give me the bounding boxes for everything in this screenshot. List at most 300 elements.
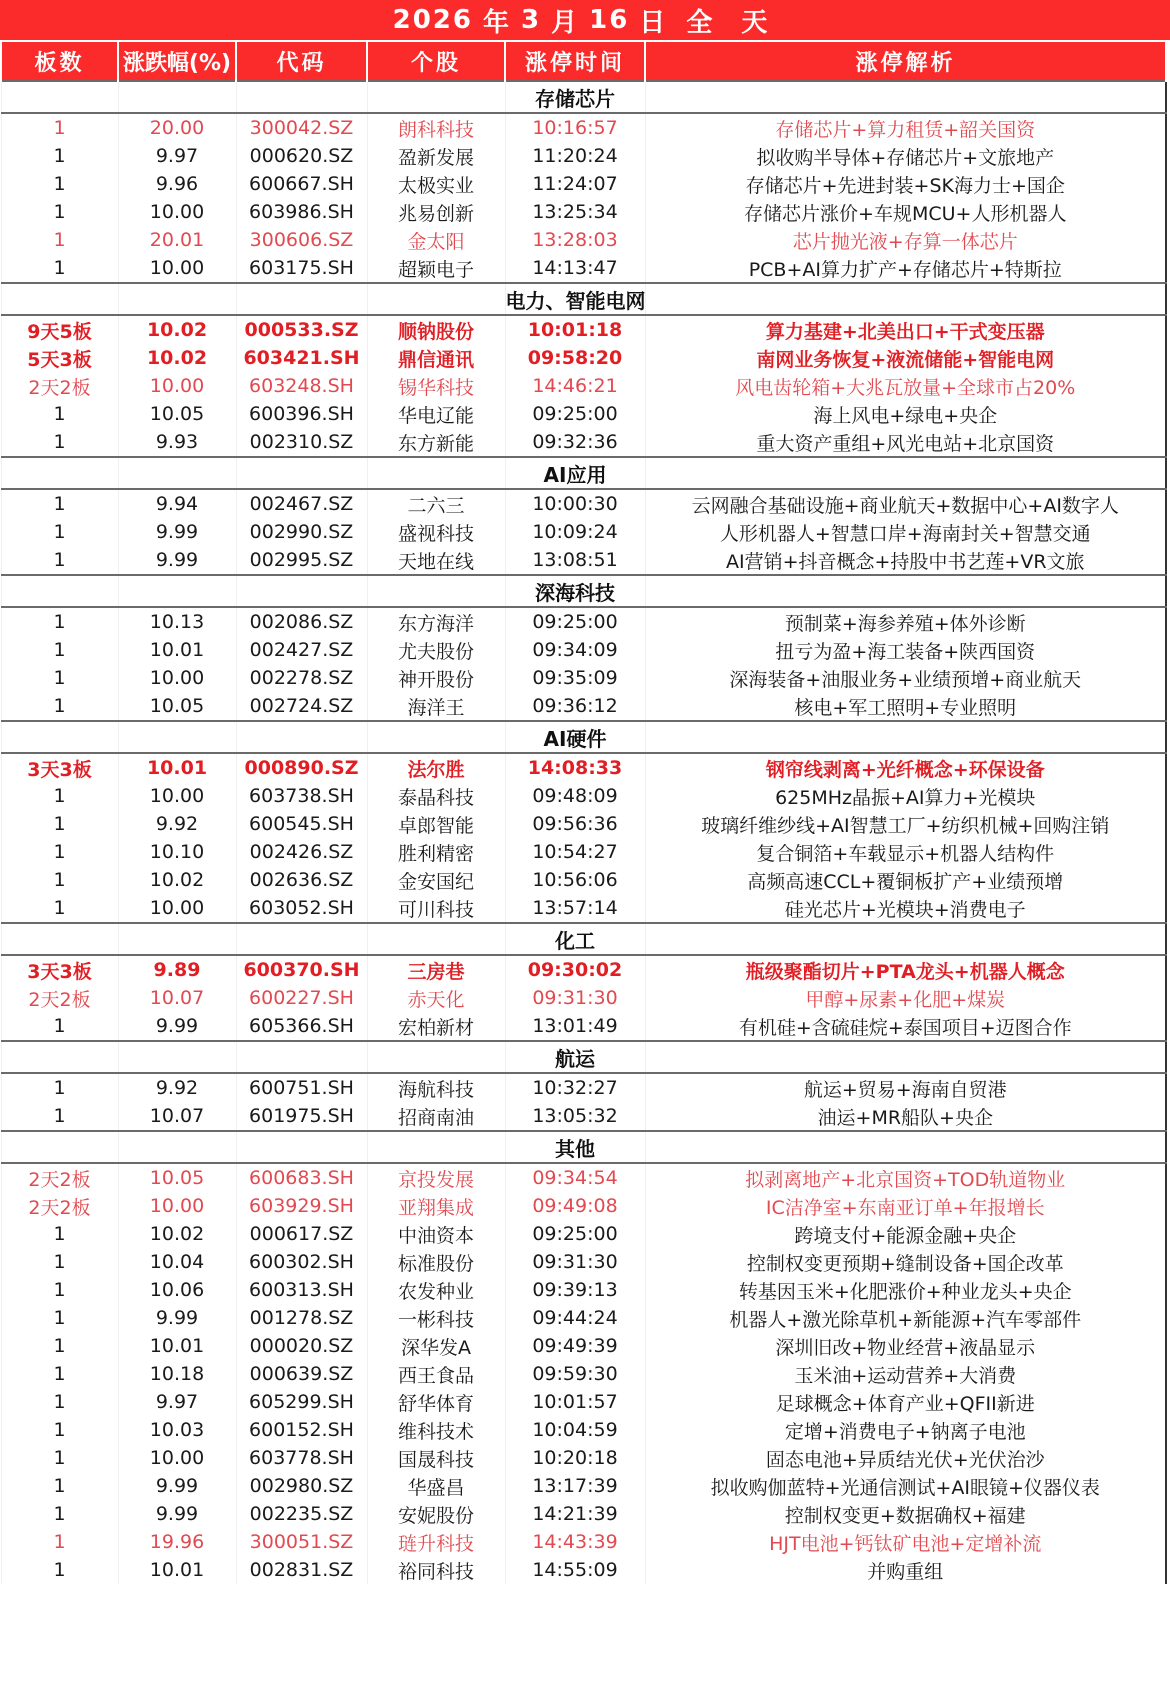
- cell-reason: 拟剥离地产+北京国资+TOD轨道物业: [645, 1163, 1166, 1192]
- title-day: 16: [589, 5, 630, 35]
- cell-change: 10.00: [118, 372, 236, 400]
- section-spacer: [118, 923, 236, 955]
- cell-change: 9.99: [118, 1472, 236, 1500]
- section-spacer: [645, 1041, 1166, 1073]
- section-spacer: [1, 923, 118, 955]
- section-spacer: [1, 457, 118, 489]
- cell-time: 13:05:32: [505, 1102, 645, 1131]
- cell-reason: 深海装备+油服业务+业绩预增+商业航天: [645, 664, 1166, 692]
- cell-change: 9.92: [118, 810, 236, 838]
- cell-boards: 3天3板: [1, 955, 118, 984]
- cell-reason: PCB+AI算力扩产+存储芯片+特斯拉: [645, 254, 1166, 283]
- cell-boards: 1: [1, 1073, 118, 1102]
- section-spacer: [645, 283, 1166, 315]
- cell-change: 9.93: [118, 428, 236, 457]
- col-header-time: 涨停时间: [505, 42, 645, 81]
- cell-stock: 国晟科技: [367, 1444, 505, 1472]
- cell-change: 10.02: [118, 344, 236, 372]
- section-title: AI应用: [505, 457, 645, 489]
- cell-code: 600302.SH: [236, 1248, 367, 1276]
- cell-change: 20.01: [118, 226, 236, 254]
- section-spacer: [645, 575, 1166, 607]
- section-title: 深海科技: [505, 575, 645, 607]
- cell-stock: 卓郎智能: [367, 810, 505, 838]
- cell-change: 9.97: [118, 1388, 236, 1416]
- cell-code: 603175.SH: [236, 254, 367, 283]
- cell-time: 13:28:03: [505, 226, 645, 254]
- cell-change: 9.99: [118, 1500, 236, 1528]
- cell-change: 10.00: [118, 198, 236, 226]
- cell-stock: 天地在线: [367, 546, 505, 575]
- cell-reason: 存储芯片+先进封装+SK海力士+国企: [645, 170, 1166, 198]
- cell-code: 600683.SH: [236, 1163, 367, 1192]
- table-row: [1, 198, 1166, 226]
- table-row: [1, 636, 1166, 664]
- table-row: [1, 1012, 1166, 1041]
- cell-time: 09:49:39: [505, 1332, 645, 1360]
- cell-boards: 1: [1, 1444, 118, 1472]
- cell-reason: 核电+军工照明+专业照明: [645, 692, 1166, 721]
- cell-code: 600152.SH: [236, 1416, 367, 1444]
- section-spacer: [367, 1131, 505, 1163]
- section-title: AI硬件: [505, 721, 645, 753]
- table-row: [1, 344, 1166, 372]
- table-row: [1, 753, 1166, 782]
- cell-change: 10.00: [118, 254, 236, 283]
- col-header-change: 涨跌幅(%): [118, 42, 236, 81]
- table-row: [1, 984, 1166, 1012]
- cell-boards: 2天2板: [1, 1192, 118, 1220]
- cell-time: 10:01:57: [505, 1388, 645, 1416]
- cell-time: 10:16:57: [505, 113, 645, 142]
- cell-code: 600370.SH: [236, 955, 367, 984]
- cell-change: 10.07: [118, 984, 236, 1012]
- cell-reason: 跨境支付+能源金融+央企: [645, 1220, 1166, 1248]
- cell-change: 9.99: [118, 546, 236, 575]
- cell-boards: 1: [1, 1276, 118, 1304]
- section-row: [1, 575, 1166, 607]
- section-spacer: [236, 721, 367, 753]
- table-row: [1, 1416, 1166, 1444]
- cell-reason: 足球概念+体育产业+QFII新进: [645, 1388, 1166, 1416]
- cell-change: 10.06: [118, 1276, 236, 1304]
- cell-boards: 1: [1, 428, 118, 457]
- title-period: 全 天: [686, 7, 778, 38]
- table-row: [1, 518, 1166, 546]
- table-row: [1, 428, 1166, 457]
- table-body: [1, 81, 1166, 1584]
- cell-boards: 2天2板: [1, 372, 118, 400]
- cell-stock: 海航科技: [367, 1073, 505, 1102]
- cell-code: 600313.SH: [236, 1276, 367, 1304]
- cell-time: 10:32:27: [505, 1073, 645, 1102]
- cell-reason: 钢帘线剥离+光纤概念+环保设备: [645, 753, 1166, 782]
- cell-boards: 1: [1, 1416, 118, 1444]
- cell-change: 10.01: [118, 753, 236, 782]
- cell-boards: 5天3板: [1, 344, 118, 372]
- cell-time: 09:34:54: [505, 1163, 645, 1192]
- table-row: [1, 1528, 1166, 1556]
- cell-stock: 盈新发展: [367, 142, 505, 170]
- cell-boards: 1: [1, 198, 118, 226]
- cell-code: 603052.SH: [236, 894, 367, 923]
- cell-change: 10.02: [118, 866, 236, 894]
- table-row: [1, 1556, 1166, 1584]
- cell-code: 001278.SZ: [236, 1304, 367, 1332]
- cell-boards: 1: [1, 1332, 118, 1360]
- cell-stock: 维科技术: [367, 1416, 505, 1444]
- cell-reason: 重大资产重组+风光电站+北京国资: [645, 428, 1166, 457]
- cell-time: 13:17:39: [505, 1472, 645, 1500]
- cell-change: 10.05: [118, 1163, 236, 1192]
- cell-code: 605299.SH: [236, 1388, 367, 1416]
- section-spacer: [118, 1041, 236, 1073]
- cell-boards: 1: [1, 1556, 118, 1584]
- cell-boards: 1: [1, 1388, 118, 1416]
- cell-boards: 1: [1, 1472, 118, 1500]
- table-row: [1, 1163, 1166, 1192]
- cell-time: 14:55:09: [505, 1556, 645, 1584]
- cell-reason: 控制权变更+数据确权+福建: [645, 1500, 1166, 1528]
- cell-stock: 西王食品: [367, 1360, 505, 1388]
- cell-code: 000890.SZ: [236, 753, 367, 782]
- cell-time: 09:25:00: [505, 400, 645, 428]
- table-row: [1, 1500, 1166, 1528]
- section-spacer: [236, 575, 367, 607]
- section-spacer: [1, 81, 118, 113]
- cell-time: 10:54:27: [505, 838, 645, 866]
- cell-stock: 金太阳: [367, 226, 505, 254]
- section-title: 化工: [505, 923, 645, 955]
- cell-reason: 并购重组: [645, 1556, 1166, 1584]
- cell-stock: 三房巷: [367, 955, 505, 984]
- cell-reason: 扭亏为盈+海工装备+陕西国资: [645, 636, 1166, 664]
- cell-time: 13:01:49: [505, 1012, 645, 1041]
- cell-stock: 金安国纪: [367, 866, 505, 894]
- table-row: [1, 607, 1166, 636]
- cell-time: 09:48:09: [505, 782, 645, 810]
- col-header-stock: 个股: [367, 42, 505, 81]
- cell-time: 11:20:24: [505, 142, 645, 170]
- cell-time: 09:30:02: [505, 955, 645, 984]
- cell-boards: 1: [1, 1102, 118, 1131]
- cell-time: 10:20:18: [505, 1444, 645, 1472]
- section-spacer: [1, 1041, 118, 1073]
- cell-reason: 风电齿轮箱+大兆瓦放量+全球市占20%: [645, 372, 1166, 400]
- section-spacer: [236, 283, 367, 315]
- cell-code: 002990.SZ: [236, 518, 367, 546]
- cell-code: 300042.SZ: [236, 113, 367, 142]
- table-row: [1, 1388, 1166, 1416]
- cell-reason: 625MHz晶振+AI算力+光模块: [645, 782, 1166, 810]
- cell-change: 20.00: [118, 113, 236, 142]
- cell-time: 09:34:09: [505, 636, 645, 664]
- cell-stock: 东方新能: [367, 428, 505, 457]
- title-month: 3: [521, 5, 542, 35]
- cell-code: 000533.SZ: [236, 315, 367, 344]
- section-spacer: [645, 81, 1166, 113]
- cell-stock: 可川科技: [367, 894, 505, 923]
- cell-change: 10.00: [118, 1444, 236, 1472]
- section-spacer: [645, 1131, 1166, 1163]
- cell-stock: 朗科科技: [367, 113, 505, 142]
- cell-change: 9.94: [118, 489, 236, 518]
- cell-stock: 琏升科技: [367, 1528, 505, 1556]
- cell-change: 10.04: [118, 1248, 236, 1276]
- table-row: [1, 866, 1166, 894]
- cell-reason: 算力基建+北美出口+干式变压器: [645, 315, 1166, 344]
- section-spacer: [367, 1041, 505, 1073]
- cell-boards: 2天2板: [1, 984, 118, 1012]
- cell-boards: 1: [1, 518, 118, 546]
- cell-code: 002310.SZ: [236, 428, 367, 457]
- cell-reason: 玉米油+运动营养+大消费: [645, 1360, 1166, 1388]
- cell-reason: 芯片抛光液+存算一体芯片: [645, 226, 1166, 254]
- cell-time: 09:31:30: [505, 984, 645, 1012]
- header-row: [1, 42, 1166, 81]
- section-spacer: [367, 575, 505, 607]
- table-row: [1, 170, 1166, 198]
- cell-stock: 华电辽能: [367, 400, 505, 428]
- cell-code: 002467.SZ: [236, 489, 367, 518]
- cell-code: 603778.SH: [236, 1444, 367, 1472]
- table-row: [1, 955, 1166, 984]
- cell-boards: 1: [1, 1248, 118, 1276]
- section-spacer: [367, 721, 505, 753]
- cell-boards: 1: [1, 1304, 118, 1332]
- cell-change: 9.99: [118, 1012, 236, 1041]
- cell-code: 000020.SZ: [236, 1332, 367, 1360]
- cell-stock: 海洋王: [367, 692, 505, 721]
- cell-time: 10:56:06: [505, 866, 645, 894]
- cell-time: 09:49:08: [505, 1192, 645, 1220]
- cell-stock: 中油资本: [367, 1220, 505, 1248]
- cell-change: 10.02: [118, 315, 236, 344]
- cell-time: 09:35:09: [505, 664, 645, 692]
- cell-code: 300051.SZ: [236, 1528, 367, 1556]
- section-title: 存储芯片: [505, 81, 645, 113]
- table-row: [1, 1102, 1166, 1131]
- cell-boards: 1: [1, 894, 118, 923]
- section-spacer: [236, 923, 367, 955]
- cell-time: 09:44:24: [505, 1304, 645, 1332]
- cell-change: 10.00: [118, 1192, 236, 1220]
- cell-boards: 1: [1, 866, 118, 894]
- table-row: [1, 1276, 1166, 1304]
- cell-change: 10.03: [118, 1416, 236, 1444]
- cell-code: 002426.SZ: [236, 838, 367, 866]
- section-row: [1, 1041, 1166, 1073]
- cell-code: 603986.SH: [236, 198, 367, 226]
- cell-reason: 瓶级聚酯切片+PTA龙头+机器人概念: [645, 955, 1166, 984]
- section-spacer: [236, 1131, 367, 1163]
- cell-stock: 鼎信通讯: [367, 344, 505, 372]
- cell-code: 605366.SH: [236, 1012, 367, 1041]
- cell-code: 603421.SH: [236, 344, 367, 372]
- cell-stock: 安妮股份: [367, 1500, 505, 1528]
- section-spacer: [1, 283, 118, 315]
- cell-change: 9.99: [118, 518, 236, 546]
- table-row: [1, 226, 1166, 254]
- cell-change: 10.00: [118, 894, 236, 923]
- cell-time: 09:31:30: [505, 1248, 645, 1276]
- table-row: [1, 1360, 1166, 1388]
- table-row: [1, 692, 1166, 721]
- cell-boards: 1: [1, 400, 118, 428]
- section-row: [1, 923, 1166, 955]
- section-spacer: [236, 1041, 367, 1073]
- cell-reason: 航运+贸易+海南自贸港: [645, 1073, 1166, 1102]
- title-day-unit: 日: [639, 7, 668, 38]
- cell-code: 600667.SH: [236, 170, 367, 198]
- table-row: [1, 838, 1166, 866]
- cell-boards: 1: [1, 489, 118, 518]
- cell-code: 601975.SH: [236, 1102, 367, 1131]
- cell-reason: 甲醇+尿素+化肥+煤炭: [645, 984, 1166, 1012]
- section-spacer: [118, 283, 236, 315]
- cell-time: 09:56:36: [505, 810, 645, 838]
- cell-reason: 控制权变更预期+缝制设备+国企改革: [645, 1248, 1166, 1276]
- cell-boards: 1: [1, 838, 118, 866]
- cell-reason: 深圳旧改+物业经营+液晶显示: [645, 1332, 1166, 1360]
- limit-up-table: [0, 42, 1167, 1584]
- cell-time: 13:57:14: [505, 894, 645, 923]
- cell-time: 10:00:30: [505, 489, 645, 518]
- col-header-reason: 涨停解析: [645, 42, 1166, 81]
- cell-boards: 1: [1, 226, 118, 254]
- section-spacer: [1, 721, 118, 753]
- cell-code: 603738.SH: [236, 782, 367, 810]
- cell-boards: 2天2板: [1, 1163, 118, 1192]
- cell-reason: IC洁净室+东南亚订单+年报增长: [645, 1192, 1166, 1220]
- cell-change: 9.96: [118, 170, 236, 198]
- cell-time: 09:36:12: [505, 692, 645, 721]
- cell-code: 002636.SZ: [236, 866, 367, 894]
- cell-stock: 招商南油: [367, 1102, 505, 1131]
- cell-stock: 锡华科技: [367, 372, 505, 400]
- section-spacer: [118, 721, 236, 753]
- cell-code: 600396.SH: [236, 400, 367, 428]
- sheet-title: [0, 0, 1170, 42]
- section-spacer: [236, 457, 367, 489]
- cell-stock: 泰晶科技: [367, 782, 505, 810]
- cell-stock: 华盛昌: [367, 1472, 505, 1500]
- cell-boards: 1: [1, 170, 118, 198]
- section-spacer: [118, 575, 236, 607]
- cell-code: 000639.SZ: [236, 1360, 367, 1388]
- cell-stock: 深华发A: [367, 1332, 505, 1360]
- cell-boards: 1: [1, 1500, 118, 1528]
- title-year: 2026: [392, 5, 473, 35]
- cell-time: 14:13:47: [505, 254, 645, 283]
- cell-stock: 赤天化: [367, 984, 505, 1012]
- cell-reason: 人形机器人+智慧口岸+海南封关+智慧交通: [645, 518, 1166, 546]
- section-title: 电力、智能电网: [505, 283, 645, 315]
- cell-change: 10.07: [118, 1102, 236, 1131]
- cell-time: 09:25:00: [505, 607, 645, 636]
- cell-reason: 拟收购伽蓝特+光通信测试+AI眼镜+仪器仪表: [645, 1472, 1166, 1500]
- section-spacer: [367, 457, 505, 489]
- cell-stock: 标准股份: [367, 1248, 505, 1276]
- cell-boards: 1: [1, 664, 118, 692]
- cell-change: 10.10: [118, 838, 236, 866]
- section-title: 其他: [505, 1131, 645, 1163]
- cell-stock: 顺钠股份: [367, 315, 505, 344]
- section-spacer: [645, 457, 1166, 489]
- cell-time: 11:24:07: [505, 170, 645, 198]
- cell-code: 603929.SH: [236, 1192, 367, 1220]
- cell-change: 10.05: [118, 692, 236, 721]
- cell-stock: 胜利精密: [367, 838, 505, 866]
- cell-time: 14:46:21: [505, 372, 645, 400]
- section-spacer: [367, 283, 505, 315]
- cell-code: 002980.SZ: [236, 1472, 367, 1500]
- cell-stock: 京投发展: [367, 1163, 505, 1192]
- section-row: [1, 721, 1166, 753]
- cell-stock: 兆易创新: [367, 198, 505, 226]
- section-spacer: [118, 457, 236, 489]
- cell-reason: 拟收购半导体+存储芯片+文旅地产: [645, 142, 1166, 170]
- table-row: [1, 894, 1166, 923]
- cell-time: 14:43:39: [505, 1528, 645, 1556]
- table-row: [1, 254, 1166, 283]
- table-row: [1, 1444, 1166, 1472]
- table-row: [1, 1304, 1166, 1332]
- title-year-unit: 年: [482, 7, 511, 38]
- table-row: [1, 1220, 1166, 1248]
- cell-code: 002278.SZ: [236, 664, 367, 692]
- section-spacer: [1, 575, 118, 607]
- cell-reason: 固态电池+异质结光伏+光伏治沙: [645, 1444, 1166, 1472]
- cell-time: 10:09:24: [505, 518, 645, 546]
- cell-reason: 海上风电+绿电+央企: [645, 400, 1166, 428]
- table-row: [1, 546, 1166, 575]
- cell-stock: 一彬科技: [367, 1304, 505, 1332]
- cell-reason: AI营销+抖音概念+持股中书艺莲+VR文旅: [645, 546, 1166, 575]
- cell-change: 9.92: [118, 1073, 236, 1102]
- cell-code: 000620.SZ: [236, 142, 367, 170]
- cell-change: 10.01: [118, 1556, 236, 1584]
- section-spacer: [367, 923, 505, 955]
- cell-stock: 超颖电子: [367, 254, 505, 283]
- cell-stock: 法尔胜: [367, 753, 505, 782]
- section-spacer: [118, 81, 236, 113]
- table-row: [1, 782, 1166, 810]
- table-row: [1, 315, 1166, 344]
- cell-boards: 1: [1, 113, 118, 142]
- section-spacer: [118, 1131, 236, 1163]
- cell-change: 10.02: [118, 1220, 236, 1248]
- cell-time: 09:58:20: [505, 344, 645, 372]
- cell-stock: 宏柏新材: [367, 1012, 505, 1041]
- table-row: [1, 113, 1166, 142]
- cell-stock: 农发种业: [367, 1276, 505, 1304]
- cell-code: 600751.SH: [236, 1073, 367, 1102]
- cell-boards: 1: [1, 254, 118, 283]
- cell-change: 10.00: [118, 782, 236, 810]
- cell-time: 13:08:51: [505, 546, 645, 575]
- cell-time: 14:21:39: [505, 1500, 645, 1528]
- cell-boards: 9天5板: [1, 315, 118, 344]
- cell-code: 002427.SZ: [236, 636, 367, 664]
- cell-boards: 1: [1, 1360, 118, 1388]
- col-header-boards: 板数: [1, 42, 118, 81]
- cell-reason: 云网融合基础设施+商业航天+数据中心+AI数字人: [645, 489, 1166, 518]
- cell-boards: 1: [1, 1012, 118, 1041]
- table-row: [1, 489, 1166, 518]
- section-row: [1, 283, 1166, 315]
- section-row: [1, 81, 1166, 113]
